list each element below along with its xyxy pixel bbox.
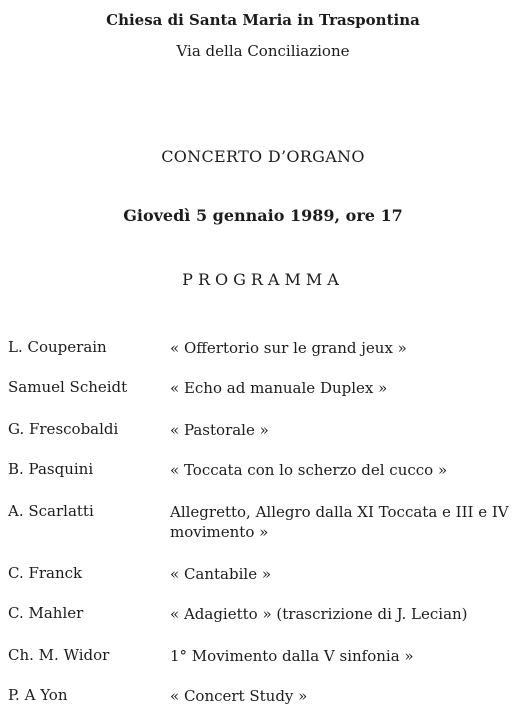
composer-name: A. Scarlatti — [8, 502, 94, 520]
piece-title: « Concert Study » — [170, 687, 308, 705]
composer-name: L. Couperain — [8, 338, 107, 356]
composer-name: Samuel Scheidt — [8, 378, 128, 396]
church-name: Chiesa di Santa Maria in Traspontina — [106, 11, 420, 29]
piece-title: « Cantabile » — [170, 565, 272, 583]
program-heading: PROGRAMMA — [182, 270, 344, 289]
street-address: Via della Conciliazione — [176, 42, 350, 60]
composer-name: G. Frescobaldi — [8, 420, 119, 438]
composer-name: Ch. M. Widor — [8, 646, 110, 664]
concert-title: CONCERTO D’ORGANO — [161, 147, 365, 166]
piece-title: « Toccata con lo scherzo del cucco » — [170, 461, 448, 479]
composer-name: B. Pasquini — [8, 460, 94, 478]
composer-name: C. Mahler — [8, 604, 84, 622]
piece-title: Allegretto, Allegro dalla XI Toccata e III e IV movimento » — [170, 503, 509, 541]
piece-title: « Echo ad manuale Duplex » — [170, 379, 388, 397]
piece-title: « Pastorale » — [170, 421, 269, 439]
piece-title: « Adagietto » (trascrizione di J. Lecian) — [170, 605, 468, 623]
piece-title: 1° Movimento dalla V sinfonia » — [170, 647, 414, 665]
concert-date: Giovedì 5 gennaio 1989, ore 17 — [123, 206, 403, 225]
composer-name: P. A Yon — [8, 686, 68, 704]
composer-name: C. Franck — [8, 564, 83, 582]
piece-title: « Offertorio sur le grand jeux » — [170, 339, 407, 357]
